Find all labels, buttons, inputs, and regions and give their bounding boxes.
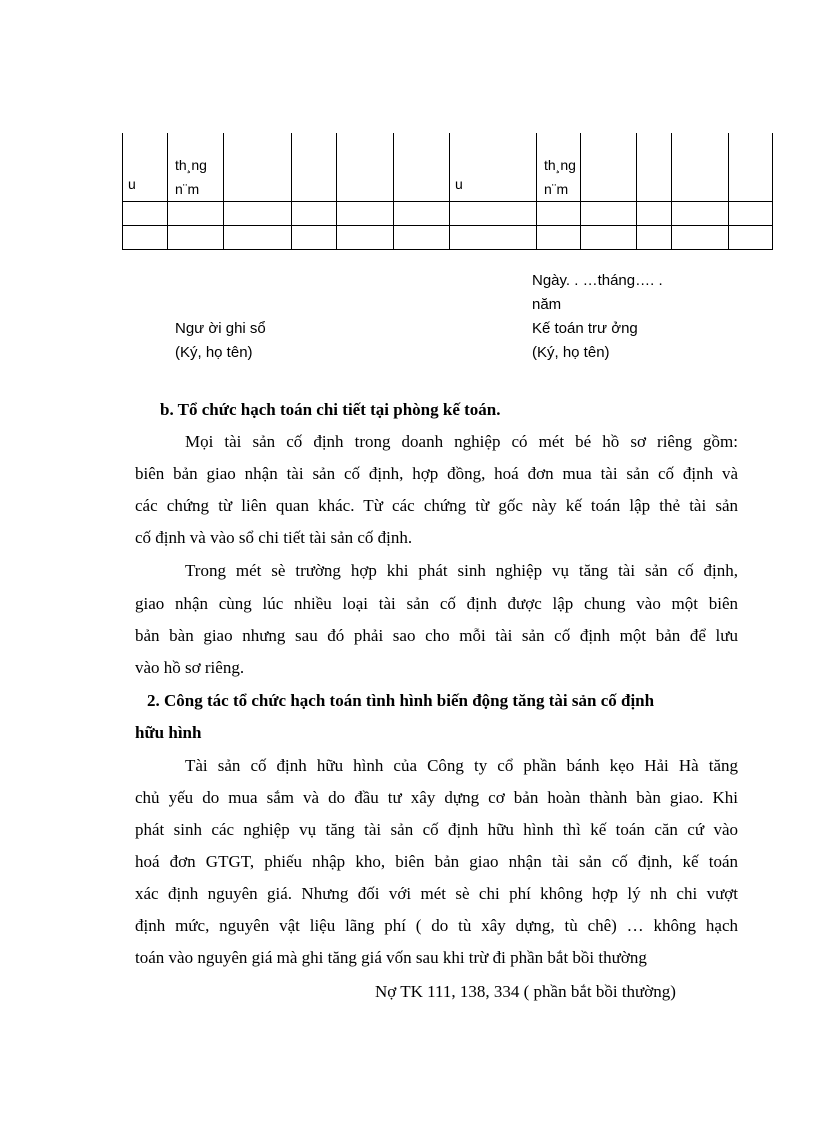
- table-cell: [729, 133, 773, 202]
- section-2-p-line: phát sinh các nghiệp vụ tăng tài sản cố định hữu hình thì kế toán căn cứ vào: [135, 820, 738, 839]
- col-date-right: [537, 133, 580, 201]
- section-b-heading: b. Tổ chức hạch toán chi tiết tại phòng kế toán.: [160, 400, 501, 419]
- col-u-left: u: [128, 176, 136, 192]
- table-header-row: [123, 133, 773, 202]
- section-b-p1-line: Mọi tài sản cố định trong doanh nghiệp có mét bé hồ sơ riêng gồm:: [185, 432, 738, 451]
- section-2-p-line: Tài sản cố định hữu hình của Công ty cổ phần bánh kẹo Hải Hà tăng: [185, 756, 738, 775]
- col-date-left-line2: n¨m: [175, 181, 200, 197]
- section-b-p1-line: biên bản giao nhận tài sản cố định, hợp đồng, hoá đơn mua tài sản cố định và: [135, 464, 738, 483]
- chief-accountant-note: (Ký, họ tên): [532, 344, 610, 361]
- ledger-table: [122, 133, 773, 250]
- chief-accountant-title: Kế toán trư ởng: [532, 320, 638, 337]
- table-cell: [292, 133, 337, 202]
- col-date-right-line1: th¸ng: [544, 157, 576, 173]
- recorder-title: Ngư ời ghi sổ: [175, 320, 266, 337]
- section-2-p-line: định mức, nguyên vật liệu lãng phí ( do tù xây dựng, tù chê) … không hạch: [135, 916, 738, 935]
- section-2-heading-line2: hữu hình: [135, 723, 202, 742]
- signature-date-line1: Ngày. . …tháng…. .: [532, 272, 663, 289]
- table-cell: [337, 133, 394, 202]
- table-cell: [224, 133, 292, 202]
- section-b-p2-line: giao nhận cùng lúc nhiều loại tài sản cố định được lập chung vào một biên: [135, 594, 738, 613]
- col-date-left-line1: th¸ng: [175, 157, 207, 173]
- section-b-p1-line: cố định và vào sổ chi tiết tài sản cố định.: [135, 528, 413, 547]
- table-cell: [581, 133, 637, 202]
- table-cell: [637, 133, 672, 202]
- section-b-p2-line: bản bàn giao nhưng sau đó phải sao cho mỗi tài sản cố định một bản để lưu: [135, 626, 738, 645]
- section-2-p-line: hoá đơn GTGT, phiếu nhập kho, biên bản giao nhận tài sản cố định, kế toán: [135, 852, 738, 871]
- table-row: [123, 226, 773, 250]
- section-b-p2-line: Trong mét sè trường hợp khi phát sinh nghiệp vụ tăng tài sản cố định,: [185, 561, 738, 580]
- section-b-p1-line: các chứng từ liên quan khác. Từ các chứng từ gốc này kế toán lập thẻ tài sản: [135, 496, 738, 515]
- recorder-note: (Ký, họ tên): [175, 344, 253, 361]
- signature-date-line2: năm: [532, 296, 562, 313]
- section-2-p-line: chủ yếu do mua sắm và do đầu tư xây dựng cơ bản hoàn thành bàn giao. Khi: [135, 788, 738, 807]
- section-2-p-line: xác định nguyên giá. Nhưng đối với mét sè chi phí không hợp lý nh chi vượt: [135, 884, 738, 903]
- table-cell: [537, 133, 581, 202]
- table-row: [123, 202, 773, 226]
- col-date-right-line2: n¨m: [544, 181, 569, 197]
- section-b-p2-line: vào hồ sơ riêng.: [135, 658, 245, 677]
- section-2-heading-line1: 2. Công tác tổ chức hạch toán tình hình biến động tăng tài sản cố định: [147, 691, 655, 710]
- journal-entry-debit: Nợ TK 111, 138, 334 ( phần bắt bồi thường): [375, 982, 676, 1001]
- section-2-p-line: toán vào nguyên giá mà ghi tăng giá vốn sau khi trừ đi phần bắt bồi thường: [135, 948, 647, 967]
- col-u-right: u: [455, 176, 463, 192]
- table-cell: [123, 133, 168, 202]
- table-cell: [672, 133, 729, 202]
- table-cell: [394, 133, 450, 202]
- table-cell: [450, 133, 537, 202]
- table-cell: [168, 133, 224, 202]
- col-date-left: [168, 133, 223, 201]
